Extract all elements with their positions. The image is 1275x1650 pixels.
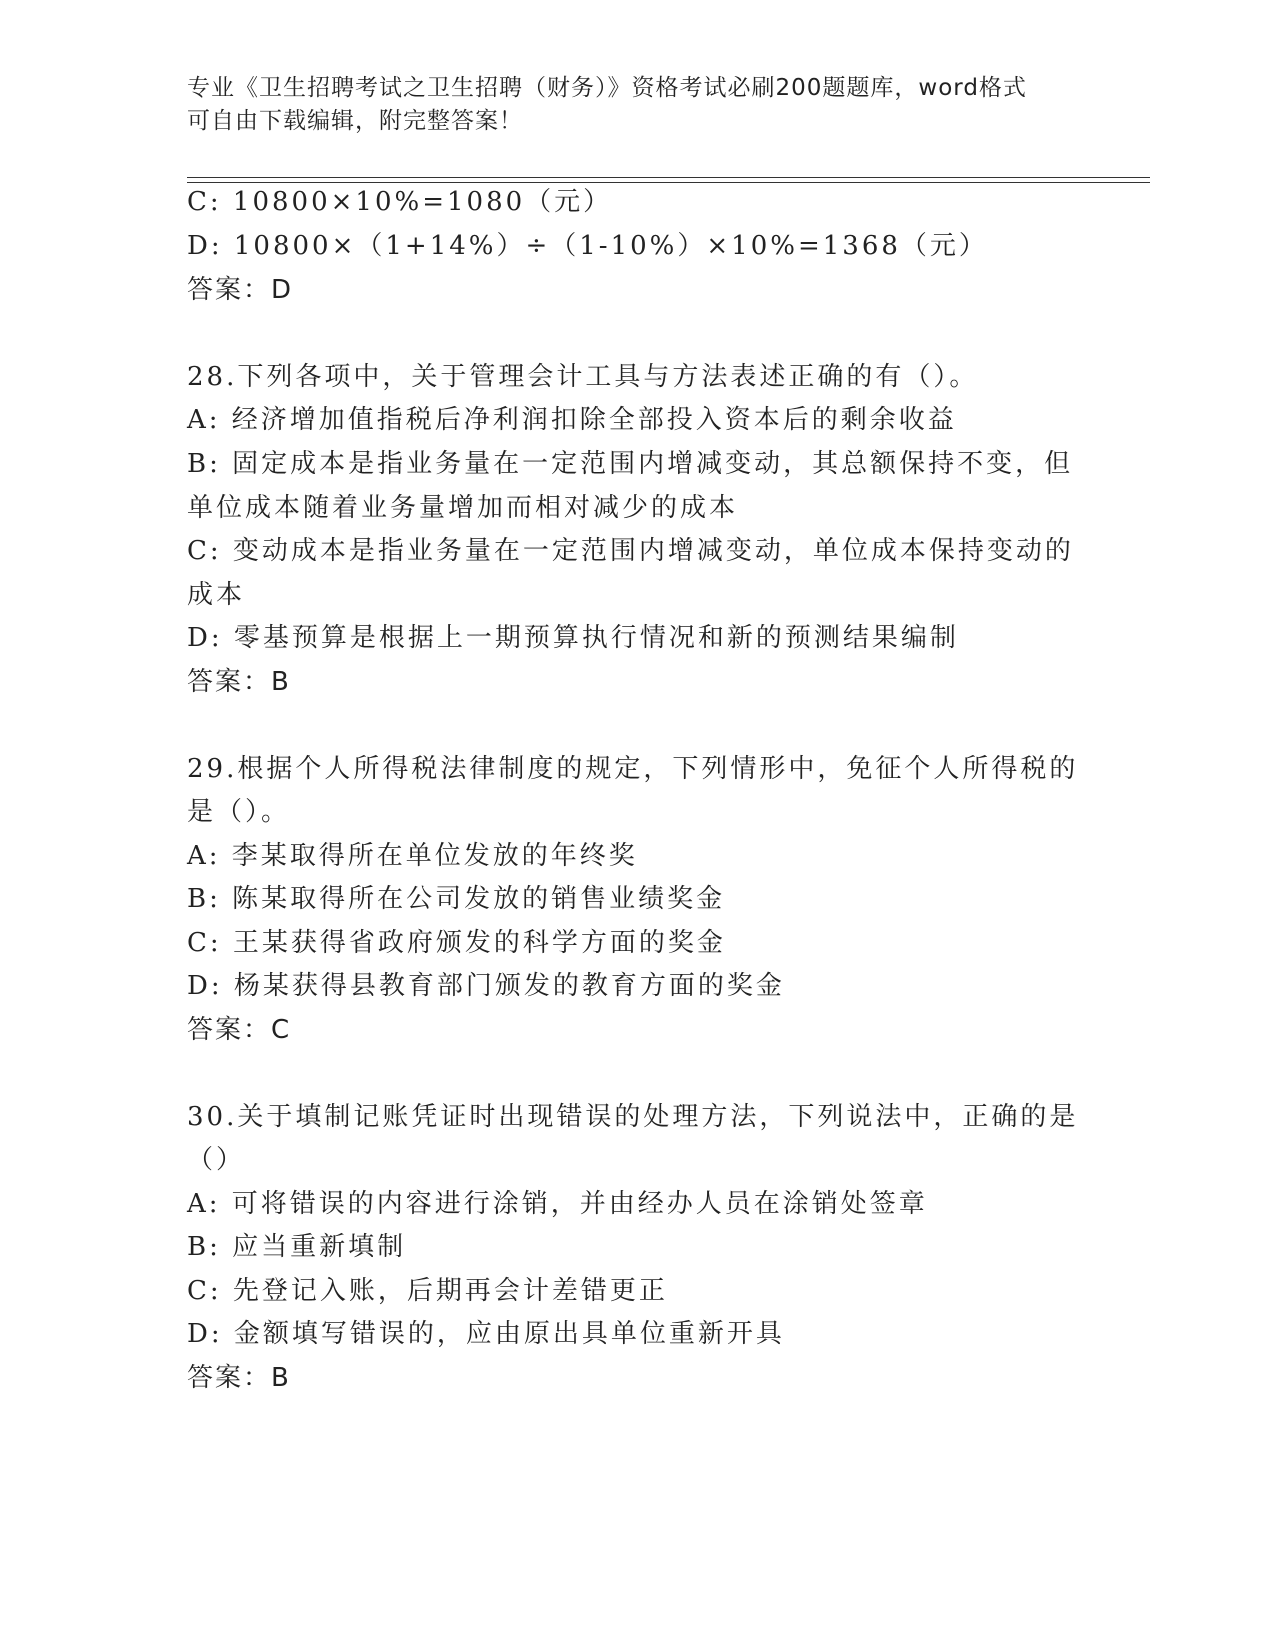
option-a: A: 可将错误的内容进行涂销，并由经办人员在涂销处签章 (187, 1189, 928, 1219)
header-line-1: 专业《卫生招聘考试之卫生招聘（财务）》资格考试必刷200题题库，word格式 (187, 75, 1027, 101)
answer: 答案：C (187, 1015, 292, 1045)
option-c: C: 先登记入账，后期再会计差错更正 (187, 1276, 668, 1306)
option-b: B: 陈某取得所在公司发放的销售业绩奖金 (187, 884, 726, 914)
option-c: C: 10800×10%=1080（元） (187, 187, 613, 217)
option-d: D: 金额填写错误的，应由原出具单位重新开具 (187, 1319, 785, 1349)
option-a: A: 李某取得所在单位发放的年终奖 (187, 841, 638, 871)
question-stem: 29.根据个人所得税法律制度的规定，下列情形中，免征个人所得税的 (187, 754, 1079, 784)
option-d: D: 零基预算是根据上一期预算执行情况和新的预测结果编制 (187, 623, 959, 653)
option-a: A: 经济增加值指税后净利润扣除全部投入资本后的剩余收益 (187, 405, 957, 435)
document-header (187, 72, 1087, 138)
answer: 答案：D (187, 275, 294, 305)
answer: 答案：B (187, 1363, 291, 1393)
header-divider-top (187, 177, 1150, 178)
question-stem: 28.下列各项中，关于管理会计工具与方法表述正确的有（）。 (187, 362, 979, 392)
question-stem: 30.关于填制记账凭证时出现错误的处理方法，下列说法中，正确的是 (187, 1102, 1079, 1132)
question-stem-continued: （） (187, 1145, 246, 1175)
option-c: C: 变动成本是指业务量在一定范围内增减变动，单位成本保持变动的 (187, 536, 1074, 566)
answer: 答案：B (187, 667, 291, 697)
option-b: B: 固定成本是指业务量在一定范围内增减变动，其总额保持不变，但 (187, 449, 1074, 479)
option-d: D: 10800×（1+14%）÷（1-10%）×10%=1368（元） (187, 231, 988, 261)
option-b: B: 应当重新填制 (187, 1232, 407, 1262)
question-stem-continued: 是（）。 (187, 797, 291, 827)
header-line-2: 可自由下载编辑，附完整答案！ (187, 108, 523, 134)
option-c: C: 王某获得省政府颁发的科学方面的奖金 (187, 928, 726, 958)
header-divider-bottom (187, 182, 1150, 183)
option-d: D: 杨某获得县教育部门颁发的教育方面的奖金 (187, 971, 785, 1001)
option-c-continued: 成本 (187, 580, 246, 610)
option-b-continued: 单位成本随着业务量增加而相对减少的成本 (187, 493, 739, 523)
